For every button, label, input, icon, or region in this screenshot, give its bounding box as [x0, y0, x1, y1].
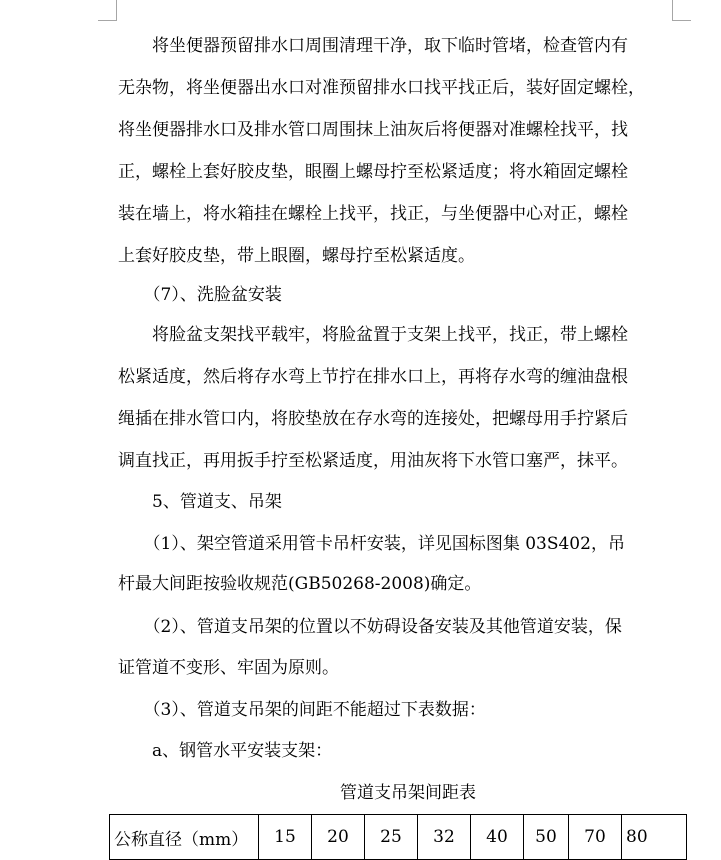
- text-line: 将坐便器预留排水口周围清理干净，取下临时管堵，检查管内有: [118, 36, 628, 56]
- section-heading: 5、管道支、吊架: [118, 492, 282, 512]
- text-line: 证管道不变形、牢固为原则。: [118, 658, 339, 678]
- text-line: 松紧适度，然后将存水弯上节拧在排水口上，再将存水弯的缠油盘根: [118, 367, 628, 387]
- table-cell: 40: [471, 815, 524, 860]
- table-row: [110, 815, 687, 860]
- text-line: 杆最大间距按验收规范(GB50268-2008)确定。: [118, 574, 482, 594]
- text-line: （3）、管道支吊架的间距不能超过下表数据：: [118, 700, 486, 720]
- table-cell: 20: [312, 815, 365, 860]
- text-line: 调直找正，再用扳手拧至松紧适度，用油灰将下水管口塞严，抹平。: [118, 451, 628, 471]
- text-line: （2）、管道支吊架的位置以不妨碍设备安装及其他管道安装，保: [118, 617, 622, 637]
- text-line: 将脸盆支架找平载牢，将脸盆置于支架上找平，找正，带上螺栓: [118, 325, 628, 345]
- text-line: 将坐便器排水口及排水管口周围抹上油灰后将便器对准螺栓找平，找: [118, 120, 628, 140]
- section-heading: （7）、洗脸盆安装: [118, 285, 282, 305]
- table-cell: 80: [622, 815, 687, 860]
- table-cell: 70: [569, 815, 622, 860]
- text-line: （1）、架空管道采用管卡吊杆安装，详见国标图集 03S402，吊: [118, 534, 625, 554]
- text-line: 装在墙上，将水箱挂在螺栓上找平，找正，与坐便器中心对正，螺栓: [118, 204, 628, 224]
- page-corner-mark-right: [672, 0, 691, 21]
- text-line: 正，螺栓上套好胶皮垫，眼圈上螺母拧至松紧适度；将水箱固定螺栓: [118, 162, 628, 182]
- table-title: 管道支吊架间距表: [340, 783, 476, 803]
- text-line: a、钢管水平安装支架：: [118, 741, 333, 761]
- support-spacing-table: [109, 814, 687, 860]
- table-cell: 25: [365, 815, 418, 860]
- table-cell: 32: [418, 815, 471, 860]
- table-cell: 50: [524, 815, 569, 860]
- table-header-cell: 公称直径（mm）: [110, 815, 259, 860]
- text-line: 无杂物，将坐便器出水口对准预留排水口找平找正后，装好固定螺栓，: [118, 78, 645, 98]
- text-line: 上套好胶皮垫，带上眼圈，螺母拧至松紧适度。: [118, 246, 475, 266]
- text-line: 绳插在排水管口内，将胶垫放在存水弯的连接处，把螺母用手拧紧后: [118, 409, 628, 429]
- page-corner-mark-left: [98, 0, 117, 21]
- table-cell: 15: [259, 815, 312, 860]
